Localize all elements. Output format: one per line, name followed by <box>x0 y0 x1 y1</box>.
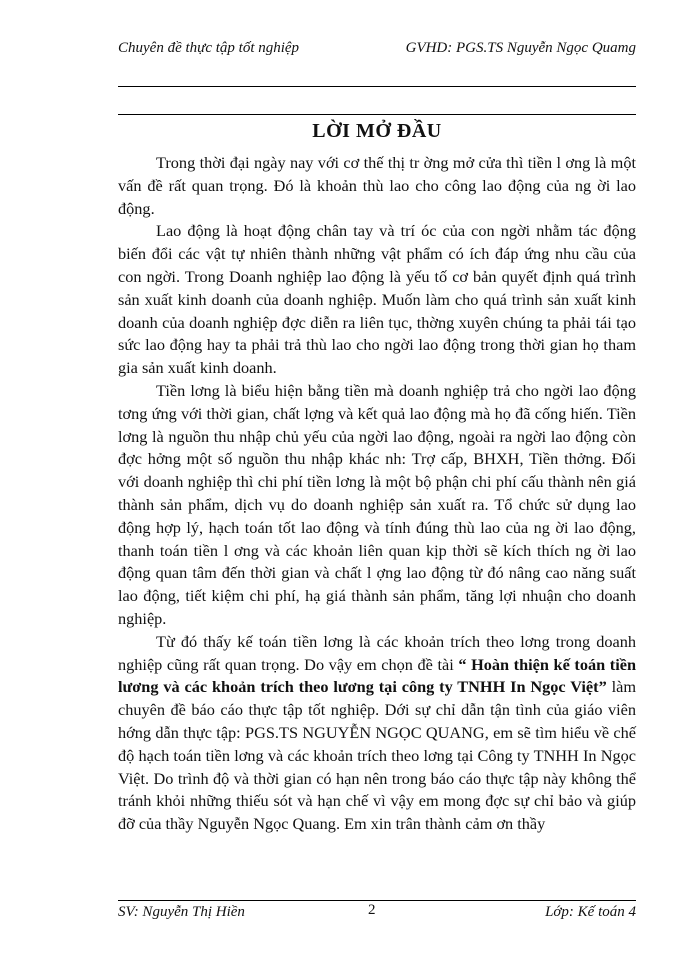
footer-rule <box>118 900 636 901</box>
paragraph-4-intro: Từ đó thấy kế toán tiền lơng là các khoản trích theo lơng trong doanh nghiệp cũng rất quan trọng. Do vậy em chọn đề tài <box>118 631 636 674</box>
paragraph-4-rest: làm chuyên đề báo cáo thực tập tốt nghiệp. Dới sự chỉ dẫn tận tình của giáo viên hớng dẫn thực tập: PGS.TS NGUYỄN NGỌC QUANG, em sẽ tìm hiểu về chế độ hạch toán tiền lơng và các khoản trích theo lơng tại Công ty TNHH In Ngọc Việt. Do trình độ và thời gian có hạn nên trong báo cáo thực tập này không thể tránh khỏi những thiếu sót và hạn chế vì vậy em mong đợc sự chỉ bảo và giúp đỡ của thầy Nguyễn Ngọc Quang. Em xin trân thành cảm ơn thầy <box>118 677 637 834</box>
paragraph-2: Lao động là hoạt động chân tay và trí óc của con ngời nhằm tác động biến đổi các vật tự nhiên thành những vật phẩm có ích đáp ứng nhu cầu của con ngời. Trong Doanh nghiệp lao động là yếu tố cơ bản quyết định quá trình sản xuất kinh doanh của doanh nghiệp. Muốn làm cho quá trình sản xuất kinh doanh của doanh nghiệp đợc diễn ra liên tục, thờng xuyên chúng ta phải tái tạo sức lao động hay ta phải trả thù lao cho ngời lao động trong thời gian họ tham gia sản xuất kinh doanh. <box>118 221 636 378</box>
page-number: 2 <box>368 902 376 918</box>
footer-class: Lớp: Kế toán 4 <box>545 904 636 920</box>
footer-student: SV: Nguyễn Thị Hiền <box>118 904 245 920</box>
header-rule-bottom <box>118 114 636 115</box>
paragraph-3: Tiền lơng là biểu hiện bằng tiền mà doanh nghiệp trả cho ngời lao động tơng ứng với thời gian, chất lợng và kết quả lao động mà họ đã cống hiến. Tiền lơng là nguồn thu nhập chủ yếu của ngời lao động, ngoài ra ngời lao động còn đợc hởng một số nguồn thu nhập khác nh: Trợ cấp, BHXH, Tiền thởng. Đối với doanh nghiệp thì chi phí tiền lơng là một bộ phận chi phí cấu thành nên giá thành sản phẩm, dịch vụ do doanh nghiệp sản xuất ra. Tổ chức sử dụng lao động hợp lý, hạch toán tốt lao động và tính đúng thù lao của ng ời lao động, thanh toán tiền l ơng và các khoản liên quan kịp thời sẽ kích thích ng ời lao động quan tâm đến thời gian và chất l ợng lao động từ đó nâng cao năng suất lao động, tiết kiệm chi phí, hạ giá thành sản phẩm, tăng lợi nhuận cho doanh nghiệp. <box>118 380 636 628</box>
page-title: LỜI MỞ ĐẦU <box>312 120 442 142</box>
paragraph-1: Trong thời đại ngày nay với cơ thế thị tr ờng mở cửa thì tiền l ơng là một vấn đề rất quan trọng. Đó là khoản thù lao cho công lao động của ng ời lao động. <box>118 153 636 218</box>
paragraph-4 <box>118 631 636 836</box>
page-footer <box>118 902 636 924</box>
header-rule-top <box>118 86 636 87</box>
document-body <box>118 152 636 836</box>
thesis-topic: “ Hoàn thiện kế toán tiền lương và các khoản trích theo lương tại công ty TNHH In Ngọc Việt” <box>118 654 637 697</box>
header-advisor: GVHD: PGS.TS Nguyễn Ngọc Quamg <box>405 40 636 56</box>
page-header <box>118 40 636 64</box>
header-topic: Chuyên đề thực tập tốt nghiệp <box>118 40 300 56</box>
